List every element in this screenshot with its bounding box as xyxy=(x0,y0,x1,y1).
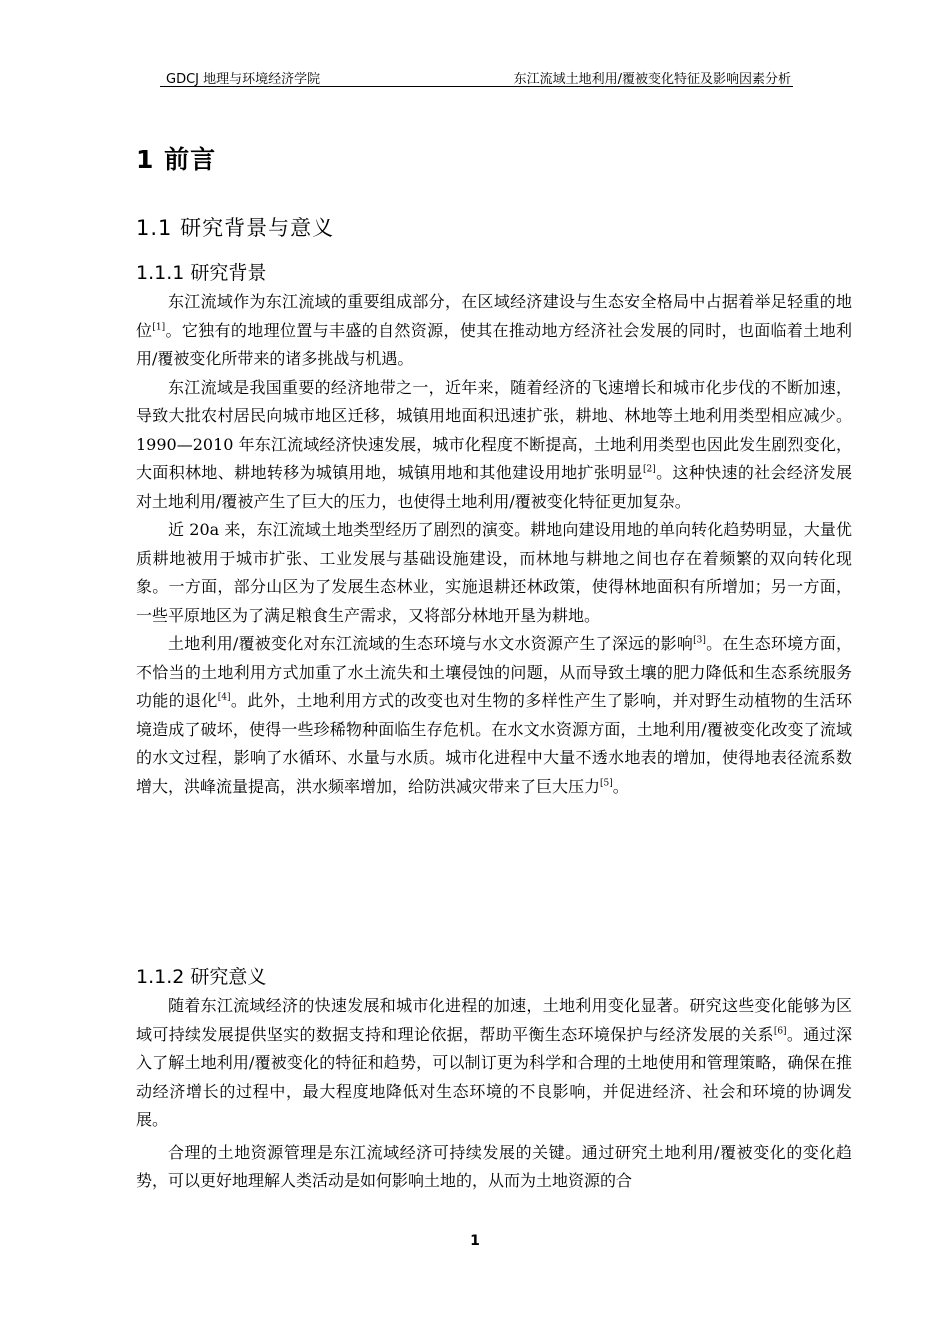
header-thesis-title: 东江流域土地利用/覆被变化特征及影响因素分析 xyxy=(513,72,791,87)
citation: [4] xyxy=(217,692,231,703)
header-institution: GDCJ 地理与环境经济学院 xyxy=(166,72,321,87)
significance-text xyxy=(136,992,852,1196)
citation: [1] xyxy=(152,322,166,333)
paragraph: 土地利用/覆被变化对东江流域的生态环境与水文水资源产生了深远的影响[3]。在生态环境方面，不恰当的土地利用方式加重了水土流失和土壤侵蚀的问题，从而导致土壤的肥力降低和生态系统服务功能的退化[4]。此外，土地利用方式的改变也对生物的多样性产生了影响，并对野生动植物的生活环境造成了破坏，使得一些珍稀物种面临生存危机。在水文水资源方面，土地利用/覆被变化改变了流域的水文过程，影响了水循环、水量与水质。城市化进程中大量不透水地表的增加，使得地表径流系数增大，洪峰流量提高，洪水频率增加，给防洪减灾带来了巨大压力[5]。 xyxy=(136,634,852,796)
section-title: 1.1 研究背景与意义 xyxy=(136,216,335,240)
subsection-title-significance: 1.1.2 研究意义 xyxy=(136,966,267,988)
paragraph: 随着东江流域经济的快速发展和城市化进程的加速，土地利用变化显著。研究这些变化能够为区域可持续发展提供坚实的数据支持和理论依据，帮助平衡生态环境保护与经济发展的关系[6]。通过深入了解土地利用/覆被变化的特征和趋势，可以制订更为科学和合理的土地使用和管理策略，确保在推动经济增长的过程中，最大程度地降低对生态环境的不良影响，并促进经济、社会和环境的协调发展。 xyxy=(136,996,852,1129)
chapter-title: 1 前言 xyxy=(136,145,217,174)
citation: [2] xyxy=(642,464,656,475)
background-text xyxy=(136,288,852,801)
paragraph: 东江流域作为东江流域的重要组成部分，在区域经济建设与生态安全格局中占据着举足轻重的地位[1]。它独有的地理位置与丰盛的自然资源，使其在推动地方经济社会发展的同时，也面临着土地利用/覆被变化所带来的诸多挑战与机遇。 xyxy=(136,292,852,368)
citation: [6] xyxy=(773,1026,787,1037)
paragraph: 合理的土地资源管理是东江流域经济可持续发展的关键。通过研究土地利用/覆被变化的变化趋势，可以更好地理解人类活动是如何影响土地的，从而为土地资源的合 xyxy=(136,1142,852,1190)
page-header xyxy=(160,64,793,87)
paragraph: 近 20a 来，东江流域土地类型经历了剧烈的演变。耕地向建设用地的单向转化趋势明显，大量优质耕地被用于城市扩张、工业发展与基础设施建设，而林地与耕地之间也存在着频繁的双向转化现象。一方面，部分山区为了发展生态林业，实施退耕还林政策，使得林地面积有所增加；另一方面，一些平原地区为了满足粮食生产需求，又将部分林地开垦为耕地。 xyxy=(136,520,852,625)
paragraph: 东江流域是我国重要的经济地带之一，近年来，随着经济的飞速增长和城市化步伐的不断加速，导致大批农村居民向城市地区迁移，城镇用地面积迅速扩张，耕地、林地等土地利用类型相应减少。1990—2010 年东江流域经济快速发展，城市化程度不断提高，土地利用类型也因此发生剧烈变化，大面积林地、耕地转移为城镇用地，城镇用地和其他建设用地扩张明显[2]。这种快速的社会经济发展对土地利用/覆被产生了巨大的压力，也使得土地利用/覆被变化特征更加复杂。 xyxy=(136,377,852,511)
subsection-title-background: 1.1.1 研究背景 xyxy=(136,262,267,284)
citation: [5] xyxy=(600,778,613,789)
citation: [3] xyxy=(693,635,706,646)
page-number: 1 xyxy=(470,1233,480,1249)
